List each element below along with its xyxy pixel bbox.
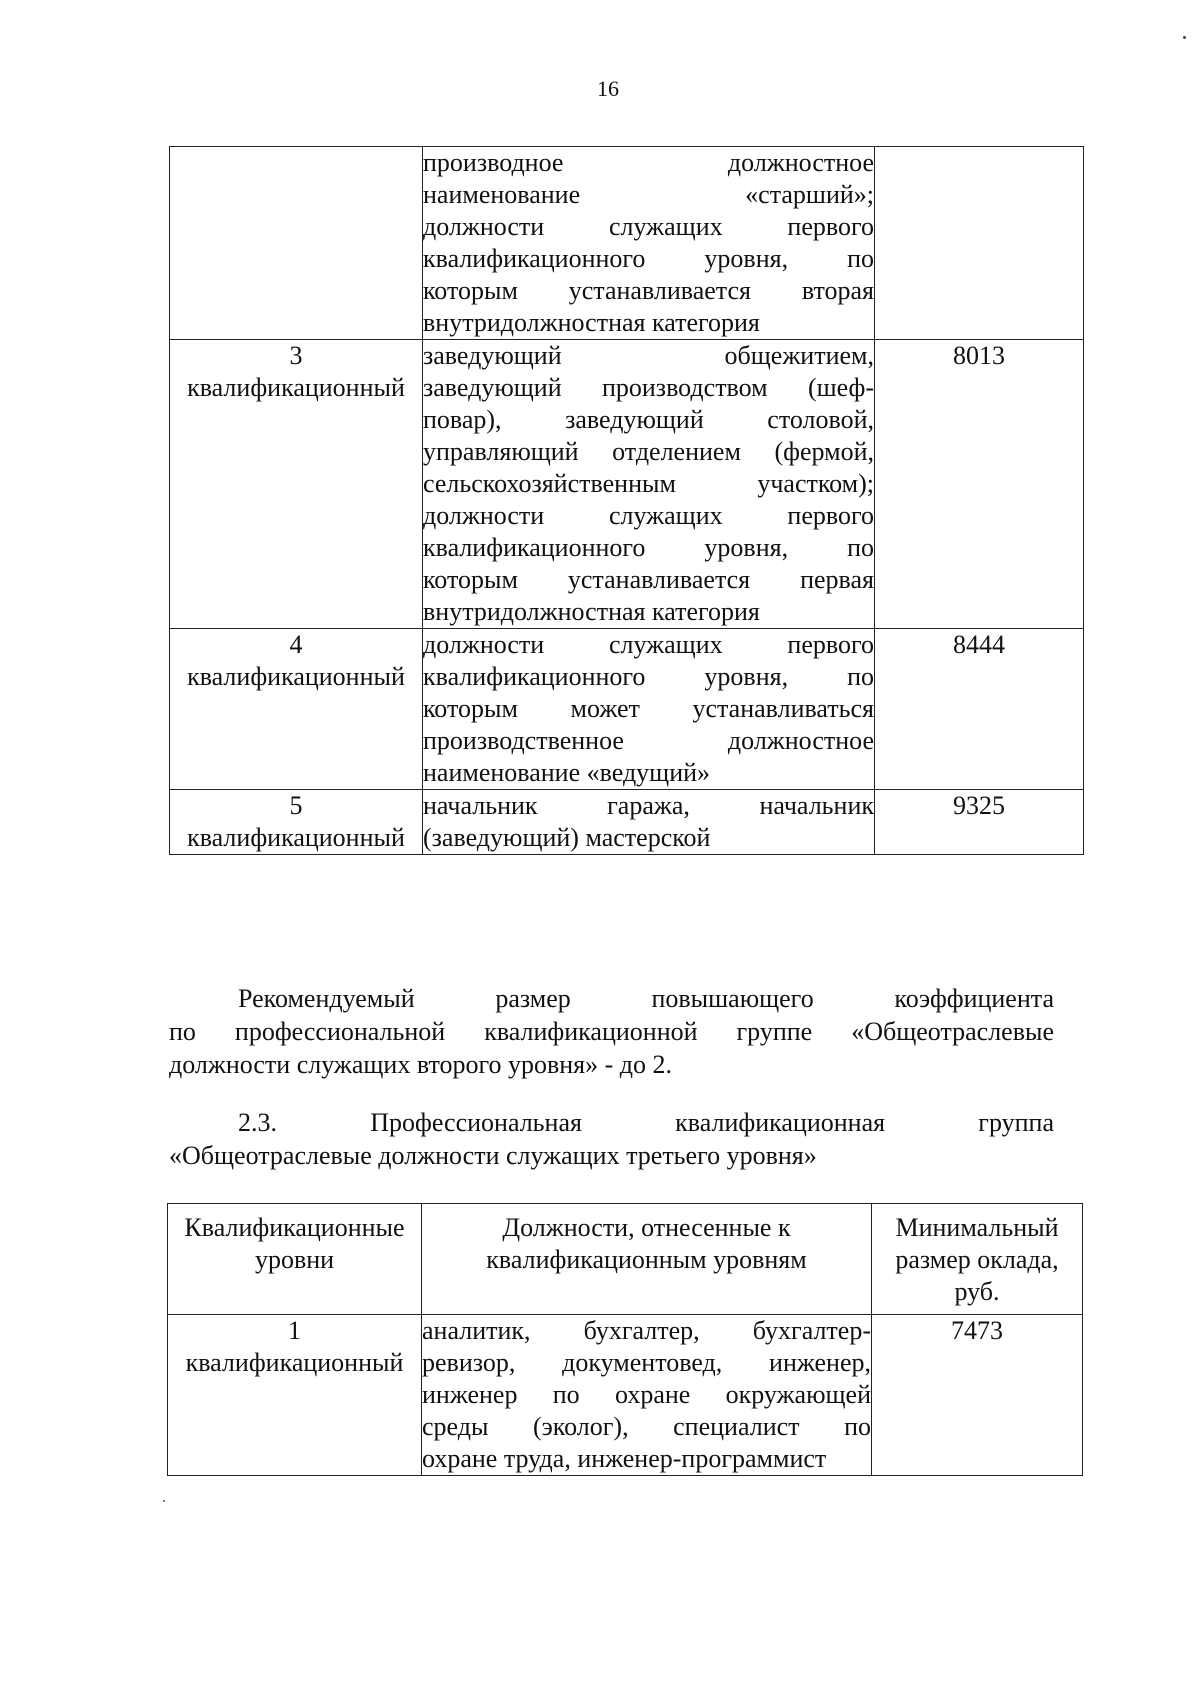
header-text: размер оклада, [895, 1245, 1059, 1274]
coefficient-paragraph [169, 982, 1054, 1081]
table-row [170, 629, 1084, 790]
salary-value: 8444 [953, 630, 1005, 659]
position-line: квалификационного уровня, по [423, 533, 874, 562]
position-line: инженер по охране окружающей [422, 1380, 871, 1409]
positions-cell [423, 147, 875, 340]
paragraph-line: по профессиональной квалификационной группе «Общеотраслевые [169, 1017, 1054, 1046]
positions-cell [423, 629, 875, 790]
level-label: квалификационный [185, 1348, 404, 1377]
position-line: начальник гаража, начальник [423, 791, 874, 820]
table-row [168, 1315, 1083, 1476]
position-line: аналитик, бухгалтер, бухгалтер- [422, 1316, 871, 1345]
header-text: Минимальный [895, 1213, 1059, 1242]
position-line: производственное должностное [423, 726, 874, 755]
table-header-row [168, 1204, 1083, 1315]
position-line: наименование «старший»; [423, 180, 874, 209]
scan-speck [163, 1500, 165, 1502]
level-number: 3 [289, 341, 303, 370]
position-line: квалификационного уровня, по [423, 244, 874, 273]
position-line: наименование «ведущий» [423, 758, 711, 787]
position-line: которым устанавливается вторая [423, 276, 874, 305]
heading-line: «Общеотраслевые должности служащих третьего уровня» [169, 1141, 817, 1170]
position-line: управляющий отделением (фермой, [423, 437, 874, 466]
salary-cell [875, 629, 1084, 790]
level-number: 5 [289, 791, 303, 820]
level-label: квалификационный [187, 373, 405, 402]
header-text: квалификационным уровням [486, 1245, 807, 1274]
level-cell [170, 629, 423, 790]
position-line: должности служащих первого [423, 630, 874, 659]
position-line: производное должностное [423, 148, 874, 177]
level-cell [170, 790, 423, 855]
header-positions [422, 1204, 872, 1315]
scan-speck [1183, 36, 1186, 39]
level-number: 4 [289, 630, 303, 659]
positions-cell [423, 790, 875, 855]
table-row [170, 790, 1084, 855]
level-label: квалификационный [187, 662, 405, 691]
position-line: должности служащих первого [423, 212, 874, 241]
header-text: Квалификационные [184, 1213, 405, 1242]
salary-value: 8013 [953, 341, 1005, 370]
salary-value: 9325 [953, 791, 1005, 820]
position-line: заведующий производством (шеф- [423, 373, 874, 402]
salary-value: 7473 [951, 1316, 1003, 1345]
paragraph-line: должности служащих второго уровня» - до 2. [169, 1050, 673, 1079]
level-cell [170, 340, 423, 629]
positions-cell [423, 340, 875, 629]
level-cell [170, 147, 423, 340]
section-heading-2-3 [169, 1106, 1054, 1172]
heading-line: 2.3. Профессиональная квалификационная группа [238, 1108, 1054, 1137]
position-line: должности служащих первого [423, 501, 874, 530]
position-line: повар), заведующий столовой, [423, 405, 874, 434]
qualification-table-second-level [169, 146, 1084, 855]
position-line: ревизор, документовед, инженер, [422, 1348, 871, 1377]
qualification-table-third-level [167, 1203, 1083, 1476]
positions-cell [422, 1315, 872, 1476]
position-line: (заведующий) мастерской [423, 823, 711, 852]
header-text: руб. [954, 1277, 1000, 1306]
position-line: которым устанавливается первая [423, 565, 874, 594]
position-line: внутридолжностная категория [423, 308, 760, 337]
position-line: внутридолжностная категория [423, 597, 760, 626]
salary-cell [875, 147, 1084, 340]
position-line: охране труда, инженер-программист [422, 1444, 827, 1473]
salary-cell [872, 1315, 1083, 1476]
level-number: 1 [288, 1316, 301, 1345]
table-row [170, 147, 1084, 340]
level-cell [168, 1315, 422, 1476]
header-salary [872, 1204, 1083, 1315]
position-line: заведующий общежитием, [423, 341, 874, 370]
position-line: среды (эколог), специалист по [422, 1412, 871, 1441]
position-line: квалификационного уровня, по [423, 662, 874, 691]
position-line: сельскохозяйственным участком); [423, 469, 874, 498]
salary-cell [875, 340, 1084, 629]
salary-cell [875, 790, 1084, 855]
header-text: уровни [254, 1245, 335, 1274]
level-label: квалификационный [187, 823, 405, 852]
table-row [170, 340, 1084, 629]
page-number: 16 [597, 76, 619, 101]
header-text: Должности, отнесенные к [502, 1213, 791, 1242]
header-levels [168, 1204, 422, 1315]
paragraph-line: Рекомендуемый размер повышающего коэффициента [238, 984, 1054, 1013]
position-line: которым может устанавливаться [423, 694, 874, 723]
